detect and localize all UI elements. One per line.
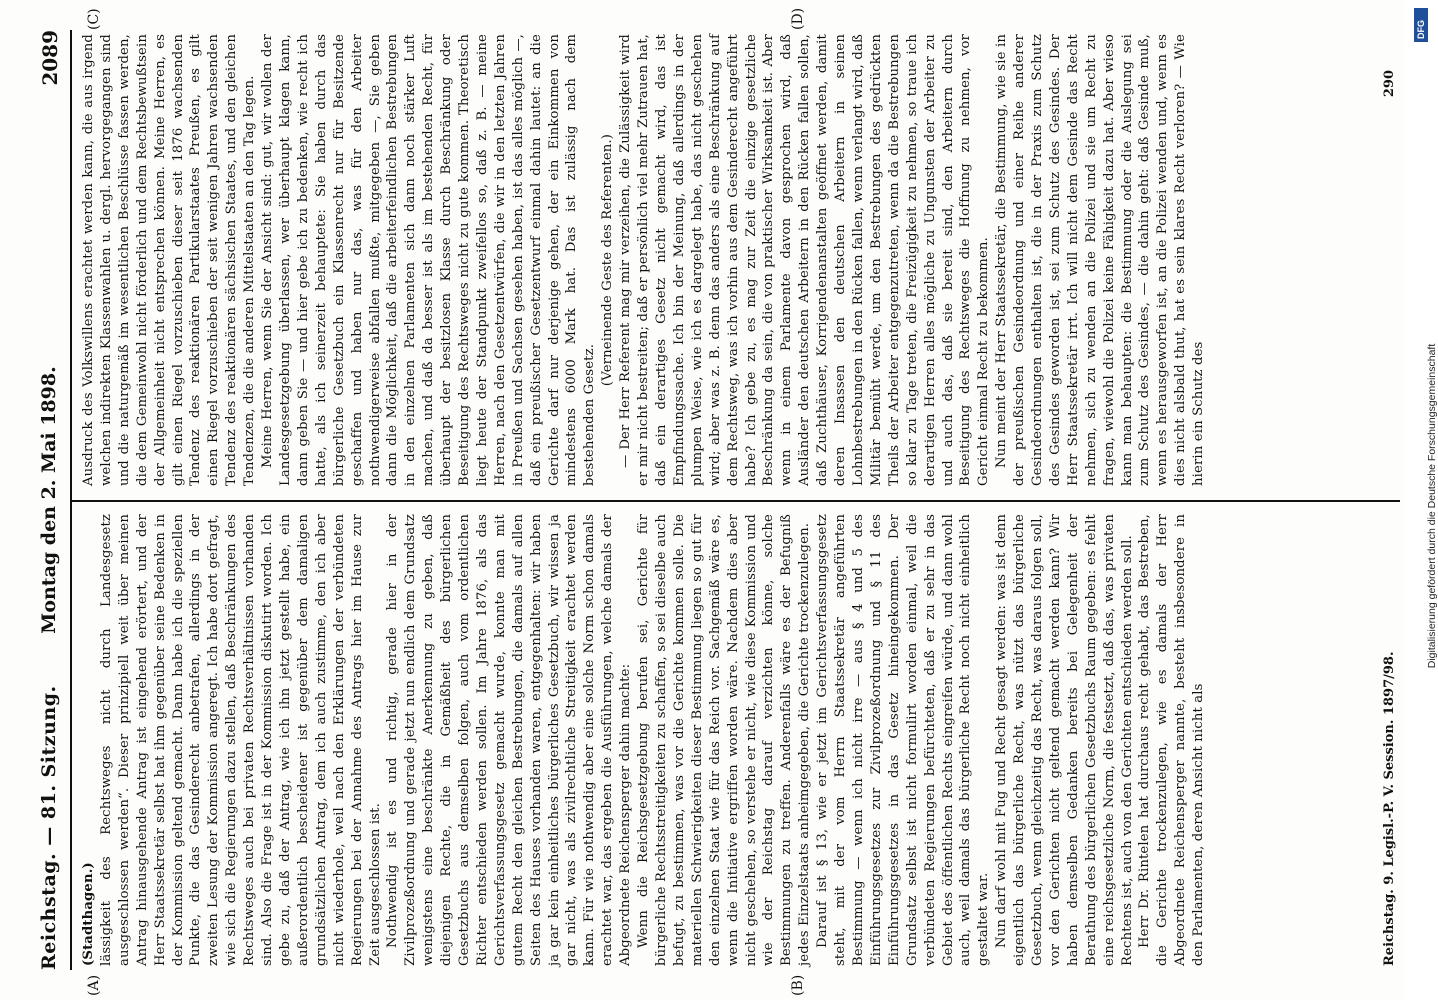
page-content: [30, 7, 1400, 996]
margin-marker-b: (B): [790, 974, 806, 996]
running-head-date: Montag den 2. Mai 1898.: [38, 366, 60, 634]
footer-sheet-number: 290: [1382, 70, 1397, 98]
quoted-paragraph: Wenn die Reichsgesetzgebung berufen sei, Gerichte für bürgerliche Rechtsstreitigkeiten zu schaffen, so sei dieselbe auch befugt, zu bestimmen, was vor die Gerichte kommen solle. Die materiellen Schwierigkeiten dieser Bestimmung liegen so gut für den einzelnen Staat wie für das Reich vor. Sachgemäß wäre es, wenn die Initiative ergriffen worden wäre. Nachdem dies aber nicht geschehen, so verstehe er nicht, wie diese Kommission und wie der Reichstag darauf verzichten könne, solche Bestimmungen zu treffen. Anderenfalls wäre es der Befugniß jedes Einzelstaats anheimgegeben, die Gerichte trockenzulegen.: [636, 514, 813, 966]
right-column: [80, 34, 1390, 486]
running-head-left: Reichstag. — 81. Sitzung.: [38, 685, 60, 970]
paragraph: Nun darf wohl mit Fug und Recht gesagt werden: was ist denn eigentlich das bürgerliche Recht, was nützt das bürgerliche Gesetzbuch, wenn gleichzeitig das Recht, was daraus folgen soll, vor den Gerichten nicht geltend gemacht werden kann? Wir haben demselben Gedanken bereits bei Gelegenheit der Berathung des bürgerlichen Gesetzbuchs Raum gegeben: es fehlt eine reichsgesetzliche Norm, die festsetzt, daß das, was privaten Rechtens ist, auch von den Gerichten entschieden werden soll.: [994, 514, 1135, 966]
paragraph: Herr Dr. Rintelen hat durchaus recht gehabt, das Bestreben, die Gerichte trockenzulegen, wie es damals der Herr Abgeordnete Reichensperger nannte, besteht insbesondere in den Parlamenten, deren Ansicht nicht als: [1137, 514, 1207, 966]
margin-marker-a: (A): [86, 974, 102, 996]
paragraph: Ausdruck des Volkswillens erachtet werden kann, die aus irgend welchen indirekten Klassenwahlen u. dergl. hervorgegangen sind und die naturgemäß im wesentlichen Beschlüsse fassen werden, die dem Gemeinwohl nicht förderlich und dem Rechtsbewußtsein der Allgemeinheit nicht entsprechen können. Meine Herren, es gilt einen Riegel vorzuschieben dieser seit 1876 wachsenden Tendenz des reaktionären Partikularstaates Preußen, es gilt einen Riegel vorzuschieben der seit wenigen Jahren wachsenden Tendenz des reaktionären sächsischen Staates, und den gleichen Tendenzen, die die anderen Mittelstaaten an den Tag legen.: [81, 34, 258, 486]
running-head: [30, 30, 72, 970]
paragraph: Nun meint der Herr Staatssekretär, die Bestimmung, wie sie in der preußischen Gesindeordnung und einer Reihe anderer Gesindeordnungen enthalten ist, die in der Praxis zum Schutz des Gesindes geworden ist, sei zum Schutz des Gesindes. Der Herr Staatssekretär irrt. Ich will nicht dem Gesinde das Recht nehmen, sich zu wenden an die Polizei und sie um Recht zu fragen, wiewohl die Polizei keine Fähigkeit dazu hat. Aber wieso kann man behaupten: die Bestimmung oder die Auslegung sei zum Schutz des Gesindes, — die dahin geht: daß Gesinde muß, wenn es herausgeworfen ist, an die Polizei wenden und, wenn es dies nicht alsbald thut, hat es sein klares Recht verloren? — Wie hierin ein Schutz des: [994, 34, 1207, 486]
column-divider: [72, 500, 1400, 502]
speaker-label: (Stadthagen.): [81, 862, 96, 966]
footer-session: Reichstag. 9. Legisl.-P. V. Session. 1897/98.: [1382, 651, 1397, 966]
paragraph: Nothwendig ist es und richtig, gerade hier in der Zivilprozeßordnung und gerade jetzt nun endlich dem Grundsatz wenigstens eine beschränkte Anerkennung zu geben, daß diejenigen Rechte, die in Gemäßheit des bürgerlichen Gesetzbuchs aus demselben folgen, auch vom ordentlichen Richter entschieden werden sollen. Im Jahre 1876, als das Gerichtsverfassungsgesetz gemacht wurde, konnte man mit gutem Recht den gleichen Bestrebungen, die damals auf allen Seiten des Hauses vorhanden waren, entgegenhalten: wir haben ja gar kein einheitliches bürgerliches Gesetzbuch, wir wissen ja gar nicht, was als zivilrechtliche Streitigkeit erachtet werden kann. Für wie nothwendig aber eine solche Norm schon damals erachtet war, das ergeben die Ausführungen, welche damals der Abgeordnete Reichensperger dahin machte:: [385, 514, 634, 966]
dfg-logo-icon: DFG: [1414, 8, 1428, 42]
paragraph: lässigkeit des Rechtsweges nicht durch Landesgesetz ausgeschlossen werden“. Dieser prinzipiell weit über meinen Antrag hinausgehende Antrag ist eingehend erörtert, und der Herr Staatssekretär selbst hat ihm gegenüber seine Bedenken in der Kommission geltend gemacht. Dann habe ich die speziellen Punkte, die das Gesinderecht anbetrafen, allerdings in der zweiten Lesung der Kommission angeregt. Ich habe dort gefragt, wie sich die Regierungen dazu stellen, daß Beschränkungen des Rechtsweges auch bei privaten Rechtsverhältnissen vorhanden sind. Also die Frage ist in der Kommission diskutirt worden. Ich gebe zu, daß der Antrag, wie ich ihn jetzt gestellt habe, ein außerordentlich bescheidener ist gegenüber dem damaligen grundsätzlichen Antrag, dem ich auch zustimme, den ich aber nicht wiederhole, weil nach den Erklärungen der verbündeten Regierungen bei der Annahme des Antrags hier im Hause zur Zeit ausgeschlossen ist.: [98, 514, 383, 966]
margin-marker-d: (D): [790, 7, 806, 30]
paragraph: Meine Herren, wenn Sie der Ansicht sind: gut, wir wollen der Landesgesetzgebung überlassen, wer überhaupt klagen kann, dann geben Sie — und hier gebe ich zu bedenken, wie recht ich hatte, als ich seinerzeit behauptete: Sie haben durch das bürgerliche Gesetzbuch ein Klassenrecht nur für Besitzende geschaffen und haben nur das, was für den Arbeiter nothwendigerweise abfallen mußte, mitgegeben —, Sie geben dann die Möglichkeit, daß die arbeiterfeindlichen Bestrebungen in den einzelnen Parlamenten sich dann noch stärker Luft machen, und daß da besser ist als im bestehenden Recht, für überhaupt der besitzlosen Klasse durch Beschränkung oder Beseitigung des Rechtsweges nicht zu gute kommen. Theoretisch liegt heute der Standpunkt zweifellos so, daß z. B. — meine Herren, nach den Gesetzentwürfen, die wir in den letzten Jahren in Preußen und Sachsen gesehen haben, ist das alles möglich —, daß ein preußischer Gesetzentwurf einmal dahin lautet: an die Gerichte darf nur derjenige gehen, der ein Einkommen von mindestens 6000 Mark hat. Das ist zulässig nach dem bestehenden Gesetz.: [260, 34, 598, 486]
paragraph: Darauf ist § 13, wie er jetzt im Gerichtsverfassungsgesetz steht, mit der vom Herrn Staatssekretär angeführten Bestimmung — wenn ich nicht irre — aus § 4 und 5 des Einführungsgesetzes zur Zivilprozeßordnung und § 11 des Einführungsgesetzes in das Gesetz hineingekommen. Der Grundsatz selbst ist nicht formulirt worden einmal, weil die verbündeten Regierungen befürchteten, daß er zu sehr in das Gebiet des öffentlichen Rechts eingreifen würde, und dann wohl auch, weil damals das bürgerliche Recht noch nicht einheitlich gestaltet war.: [815, 514, 992, 966]
paragraph: — Der Herr Referent mag mir verzeihen, die Zulässigkeit wird er mir nicht bestreiten; daß er persönlich viel mehr Zutrauen hat, daß ein derartiges Gesetz nicht gemacht wird, das ist Empfindungssache. Ich bin der Meinung, daß allerdings in der plumpen Weise, wie ich es dargelegt habe, das nicht geschehen wird; aber was z. B. denn das anders als eine Beschränkung auf dem Rechtsweg, was ich vorhin aus dem Gesinderecht angeführt habe? Ich gebe zu, es mag zur Zeit die einzige gesetzliche Beschränkung da sein, die von praktischer Wirksamkeit ist. Aber wenn in einem Parlamente davon gesprochen wird, daß Ausländer den deutschen Arbeitern in den Rücken fallen sollen, daß Zuchthäuser, Korrigendenanstalten geöffnet werden, damit deren Insassen den deutschen Arbeitern in seinen Lohnbestrebungen in den Rücken fallen, wenn verlangt wird, daß Militär bemüht werde, um den Bestrebungen des gedrückten Theils der Arbeiter entgegenzutreten, wenn da die Bestrebungen so klar zu Tage treten, die Freizügigkeit zu nehmen, so traue ich derartigen Herren alles mögliche zu Ungunsten der Arbeiter zu und auch das, daß sie bereit sind, den Arbeitern durch Beseitigung des Rechtsweges die Hoffnung zu nehmen, vor Gericht einmal Recht zu bekommen.: [618, 34, 992, 486]
left-column: [80, 514, 1390, 966]
digitization-credit: Digitalisierung gefördert durch die Deutsche Forschungsgemeinschaft: [1426, 343, 1438, 669]
stage-direction: (Verneinende Geste des Referenten.): [600, 133, 616, 387]
digitization-credit-strip: [1404, 0, 1438, 1000]
margin-marker-c: (C): [86, 8, 102, 30]
page-number: 2089: [38, 30, 62, 86]
